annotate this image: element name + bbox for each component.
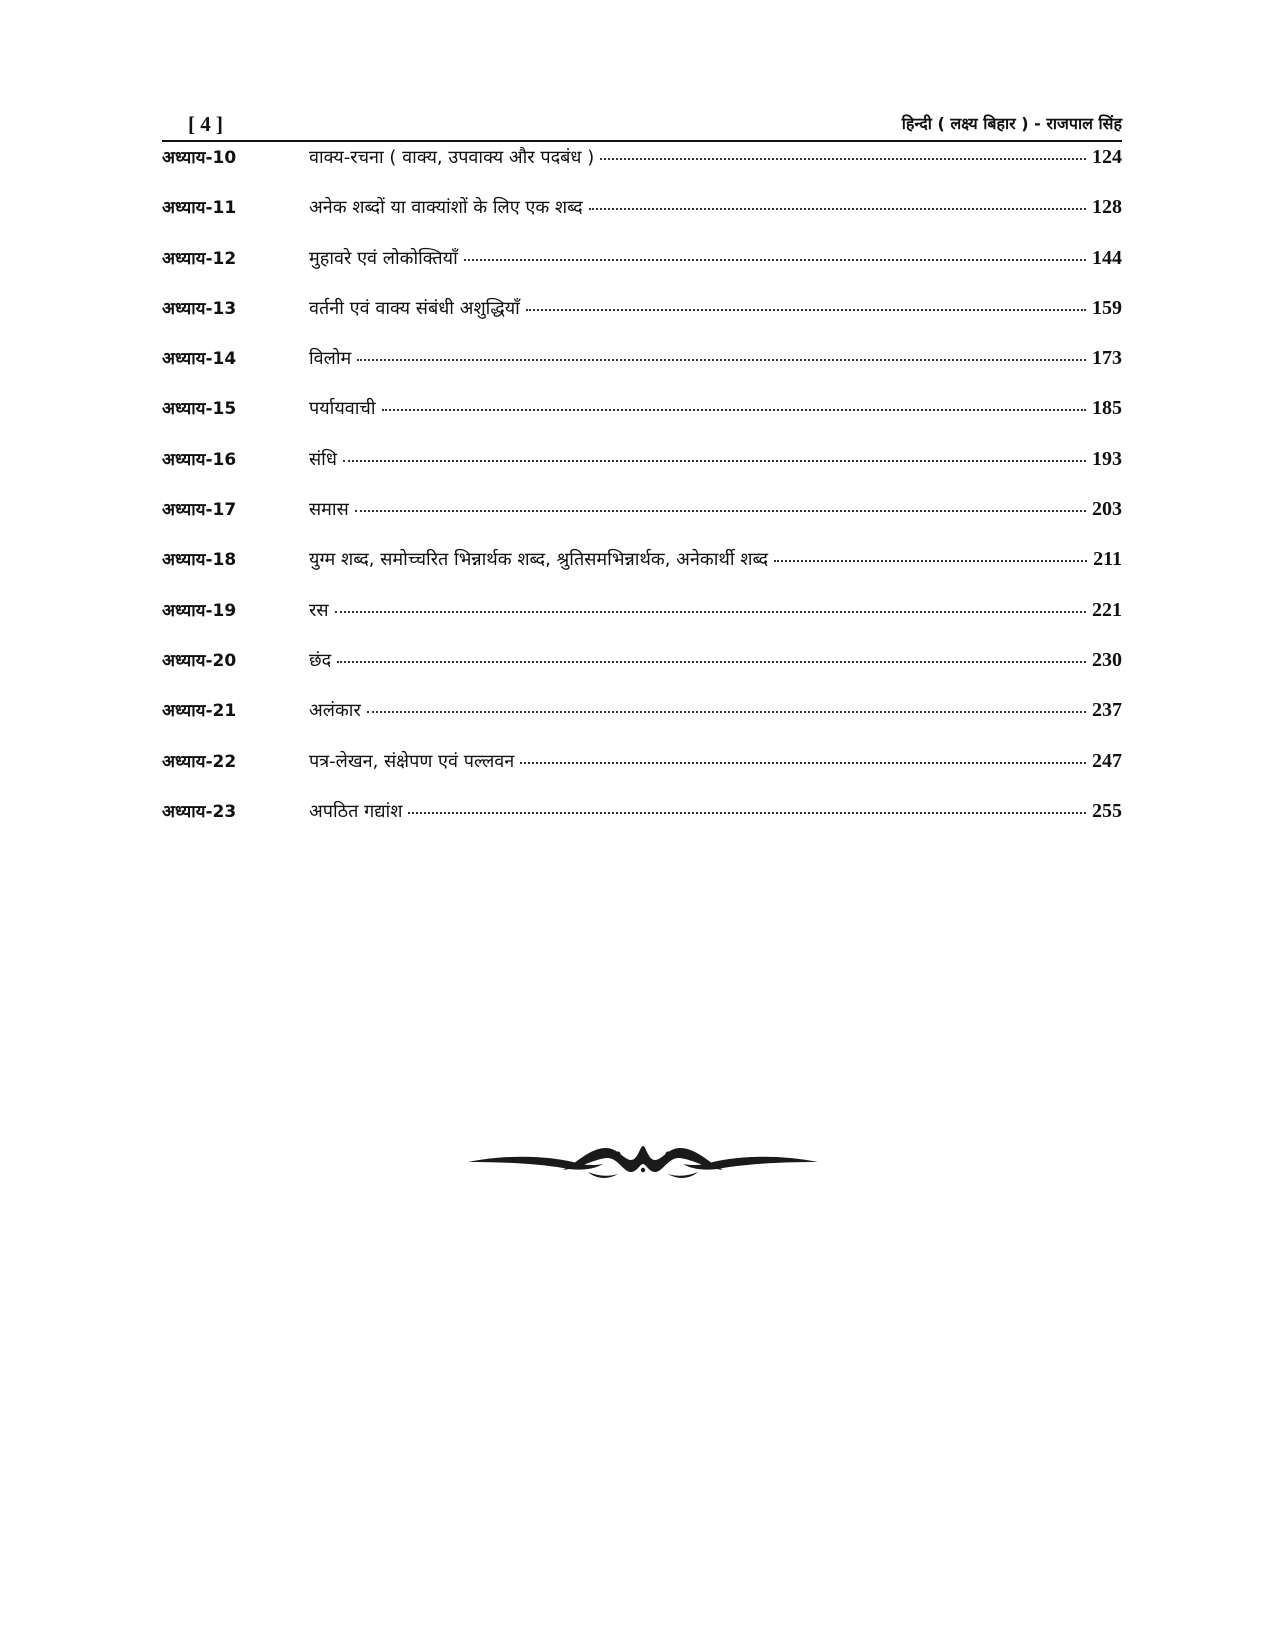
chapter-label: अध्याय-16: [162, 449, 237, 470]
chapter-label: अध्याय-10: [162, 148, 237, 168]
chapter-label: अध्याय-11: [162, 198, 237, 219]
toc-row[interactable]: [162, 648, 1122, 698]
chapter-title: संधि: [309, 448, 337, 470]
dot-leader: [589, 207, 1086, 210]
toc-row[interactable]: [162, 396, 1122, 446]
chapter-page: 128: [1092, 196, 1122, 219]
toc-row[interactable]: [162, 598, 1122, 648]
chapter-title: अनेक शब्दों या वाक्यांशों के लिए एक शब्द: [309, 197, 583, 219]
page-number: [ 4 ]: [188, 112, 223, 136]
chapter-page: 221: [1092, 598, 1122, 621]
chapter-page: 211: [1093, 548, 1122, 571]
chapter-page: 173: [1092, 347, 1122, 370]
toc-row[interactable]: [162, 296, 1122, 346]
toc-row[interactable]: [162, 497, 1122, 547]
chapter-label: अध्याय-18: [162, 550, 237, 571]
dot-leader: [464, 258, 1086, 261]
chapter-label: अध्याय-15: [162, 399, 237, 420]
toc-row[interactable]: [162, 246, 1122, 296]
chapter-title: युग्म शब्द, समोच्चरित भिन्नार्थक शब्द, श्रुतिसमभिन्नार्थक, अनेकार्थी शब्द: [309, 549, 769, 571]
chapter-title: अपठित गद्यांश: [309, 800, 403, 822]
dot-leader: [408, 811, 1086, 814]
chapter-label: अध्याय-23: [162, 801, 237, 822]
chapter-title: छंद: [309, 649, 332, 671]
chapter-page: 247: [1092, 749, 1122, 772]
dot-leader: [343, 459, 1086, 462]
toc-row[interactable]: [162, 145, 1122, 195]
chapter-title: विलोम: [309, 348, 352, 370]
dot-leader: [367, 710, 1086, 713]
toc-row[interactable]: [162, 346, 1122, 396]
dot-leader: [337, 660, 1086, 663]
dot-leader: [600, 157, 1086, 160]
chapter-page: 255: [1092, 799, 1122, 822]
chapter-title: रस: [309, 599, 329, 621]
chapter-title: वर्तनी एवं वाक्य संबंधी अशुद्धियाँ: [309, 297, 520, 319]
page-header: [162, 108, 1122, 142]
chapter-page: 124: [1092, 146, 1122, 168]
dot-leader: [520, 761, 1086, 764]
dot-leader: [774, 559, 1087, 562]
chapter-title: वाक्य-रचना ( वाक्य, उपवाक्य और पदबंध ): [309, 147, 595, 168]
chapter-page: 203: [1092, 498, 1122, 521]
toc-row[interactable]: [162, 447, 1122, 497]
chapter-label: अध्याय-12: [162, 248, 237, 269]
chapter-label: अध्याय-17: [162, 500, 237, 521]
chapter-page: 185: [1092, 397, 1122, 420]
dot-leader: [335, 610, 1086, 613]
chapter-label: अध्याय-20: [162, 650, 237, 671]
chapter-page: 193: [1092, 447, 1122, 470]
running-title: हिन्दी ( लक्ष्य बिहार ) - राजपाल सिंह: [901, 114, 1122, 133]
chapter-title: पत्र-लेखन, संक्षेपण एवं पल्लवन: [309, 750, 515, 772]
chapter-title: पर्यायवाची: [309, 398, 376, 420]
chapter-label: अध्याय-14: [162, 349, 237, 370]
chapter-page: 144: [1092, 246, 1122, 269]
toc-row[interactable]: [162, 698, 1122, 748]
chapter-label: अध्याय-19: [162, 600, 237, 621]
chapter-label: अध्याय-13: [162, 298, 237, 319]
dot-leader: [357, 358, 1086, 361]
chapter-title: अलंकार: [309, 700, 361, 722]
chapter-title: समास: [309, 499, 349, 521]
dot-leader: [382, 408, 1086, 411]
chapter-page: 230: [1092, 648, 1122, 671]
chapter-label: अध्याय-22: [162, 751, 237, 772]
toc-row[interactable]: [162, 749, 1122, 799]
chapter-page: 159: [1092, 296, 1122, 319]
dot-leader: [526, 308, 1086, 311]
toc-row[interactable]: [162, 195, 1122, 245]
chapter-label: अध्याय-21: [162, 701, 237, 722]
chapter-page: 237: [1092, 699, 1122, 722]
decorative-divider-icon: [468, 1140, 818, 1185]
toc-row[interactable]: [162, 547, 1122, 597]
table-of-contents: [162, 145, 1122, 849]
chapter-title: मुहावरे एवं लोकोक्तियाँ: [309, 247, 458, 269]
toc-row[interactable]: [162, 799, 1122, 849]
dot-leader: [355, 509, 1086, 512]
